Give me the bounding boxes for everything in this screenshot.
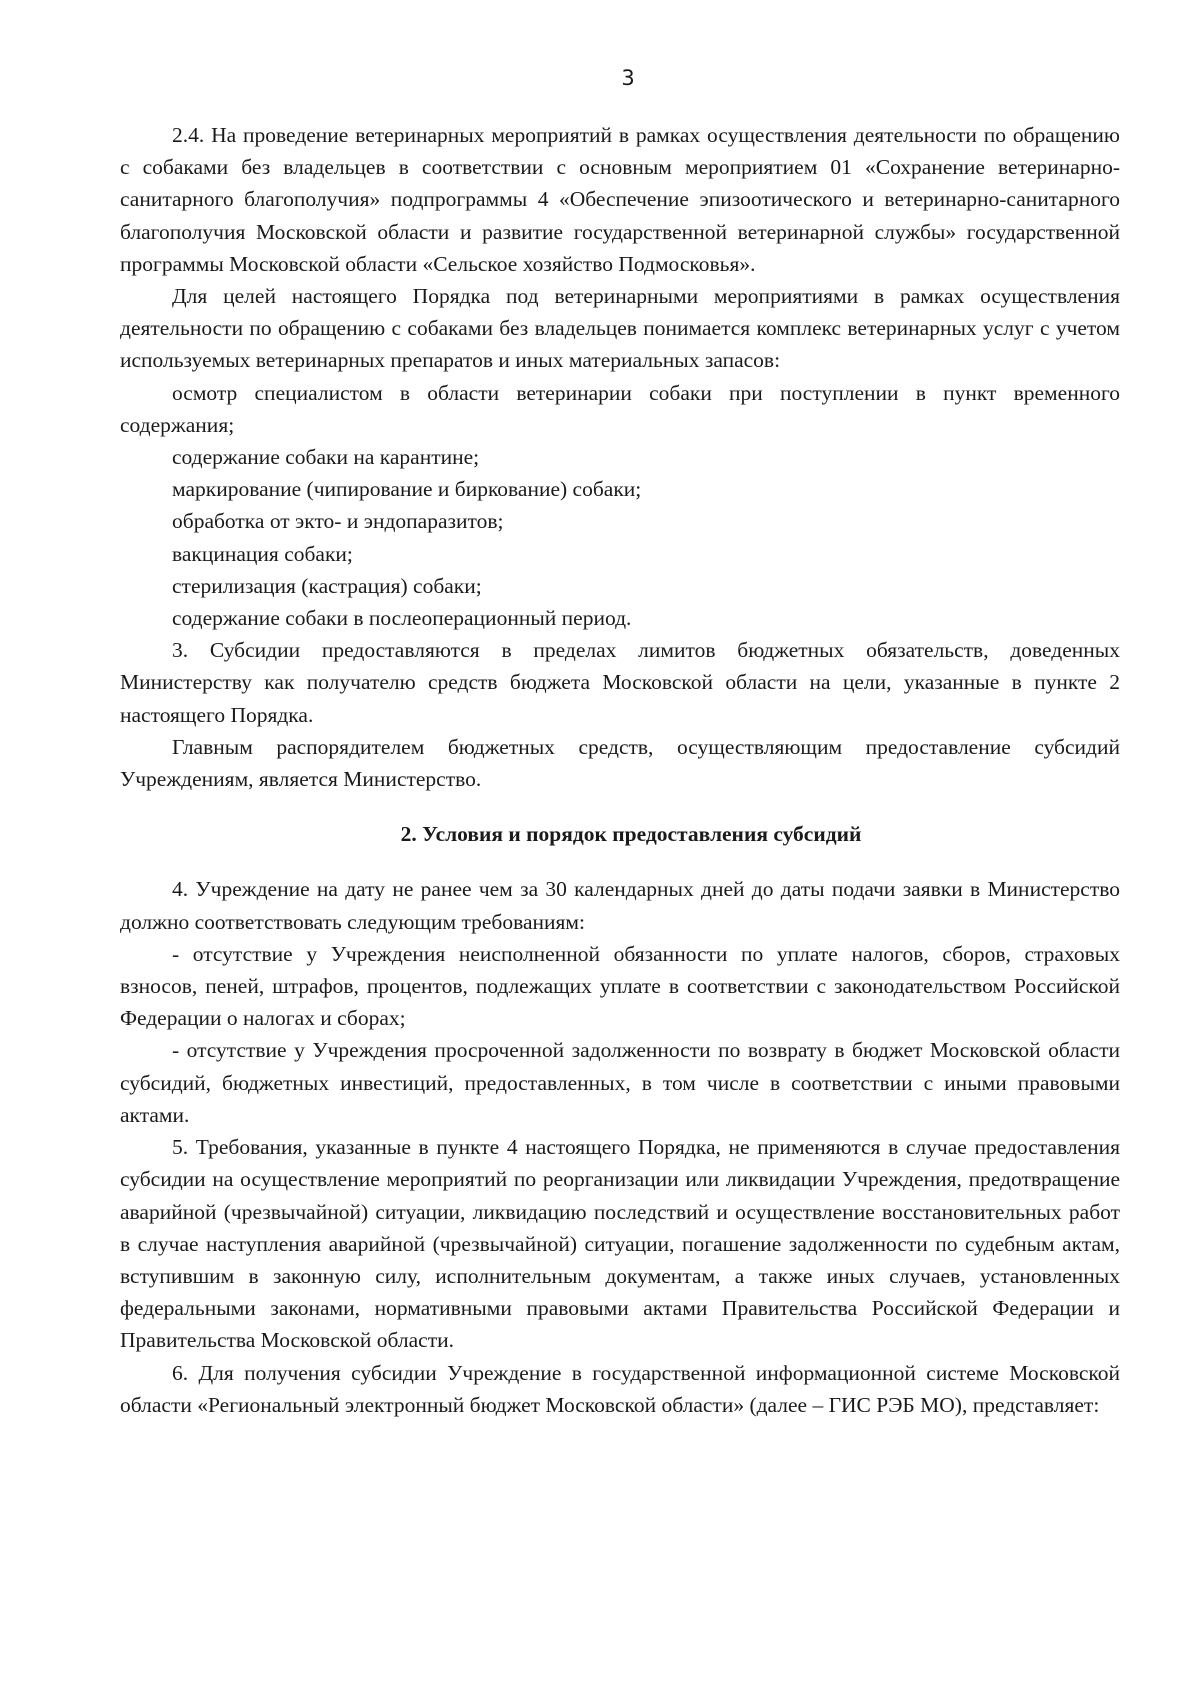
list-item-sterilization: стерилизация (кастрация) собаки; bbox=[172, 573, 482, 598]
paragraph-5: 5. Требования, указанные в пункте 4 настоящего Порядка, не применяются в случае предоставления субсидии на осуществление мероприятий по реорганизации или ликвидации Учреждения, предотвращение аварийной (чрезвычайной) ситуации, ликвидацию последствий и осуществление восстановительных работ в случае наступления аварийной (чрезвычайной) ситуации, погашение задолженности по судебным актам, вступившим в законную силу, исполнительным документам, а также иных случаев, установленных федеральными законами, нормативными правовыми актами Правительства Российской Федерации и Правительства Московской области. bbox=[120, 1135, 1120, 1353]
paragraph-6: 6. Для получения субсидии Учреждение в государственной информационной системе Московской области «Региональный электронный бюджет Московской области» (далее – ГИС РЭБ МО), представляет: bbox=[120, 1360, 1120, 1417]
requirement-no-overdue-debt: - отсутствие у Учреждения просроченной задолженности по возврату в бюджет Московской области субсидий, бюджетных инвестиций, предоставленных, в том числе в соответствии с иными правовыми актами. bbox=[120, 1038, 1120, 1127]
page-number: 3 bbox=[621, 66, 635, 90]
list-item-vaccination: вакцинация собаки; bbox=[172, 541, 353, 566]
paragraph-4: 4. Учреждение на дату не ранее чем за 30 календарных дней до даты подачи заявки в Министерство должно соответствовать следующим требованиям: bbox=[120, 877, 1120, 934]
paragraph-3: 3. Субсидии предоставляются в пределах лимитов бюджетных обязательств, доведенных Министерству как получателю средств бюджета Московской области на цели, указанные в пункте 2 настоящего Порядка. bbox=[120, 638, 1120, 727]
document-body bbox=[120, 119, 1120, 1421]
paragraph-2-4: 2.4. На проведение ветеринарных мероприятий в рамках осуществления деятельности по обращению с собаками без владельцев в соответствии с основным мероприятием 01 «Сохранение ветеринарно-санитарного благополучия» подпрограммы 4 «Обеспечение эпизоотического и ветеринарно-санитарного благополучия Московской области и развитие государственной ветеринарной службы» государственной программы Московской области «Сельское хозяйство Подмосковья». bbox=[120, 123, 1120, 276]
list-item-inspection: осмотр специалистом в области ветеринарии собаки при поступлении в пункт временного содержания; bbox=[120, 380, 1120, 437]
list-item-postoperative: содержание собаки в послеоперационный период. bbox=[172, 606, 632, 631]
section-heading: 2. Условия и порядок предоставления субсидий bbox=[400, 822, 862, 847]
paragraph-main-distributor: Главным распорядителем бюджетных средств, осуществляющим предоставление субсидий Учреждениям, является Министерство. bbox=[120, 734, 1120, 792]
paragraph-definition: Для целей настоящего Порядка под ветеринарными мероприятиями в рамках осуществления деятельности по обращению с собаками без владельцев понимается комплекс ветеринарных услуг с учетом используемых ветеринарных препаратов и иных материальных запасов: bbox=[120, 284, 1120, 373]
list-item-parasite-treatment: обработка от экто- и эндопаразитов; bbox=[172, 509, 504, 534]
list-item-quarantine: содержание собаки на карантине; bbox=[172, 445, 480, 470]
list-item-marking: маркирование (чипирование и биркование) собаки; bbox=[172, 477, 642, 502]
requirement-no-tax-debt: - отсутствие у Учреждения неисполненной обязанности по уплате налогов, сборов, страховых взносов, пеней, штрафов, процентов, подлежащих уплате в соответствии с законодательством Российской Федерации о налогах и сборах; bbox=[120, 941, 1120, 1031]
